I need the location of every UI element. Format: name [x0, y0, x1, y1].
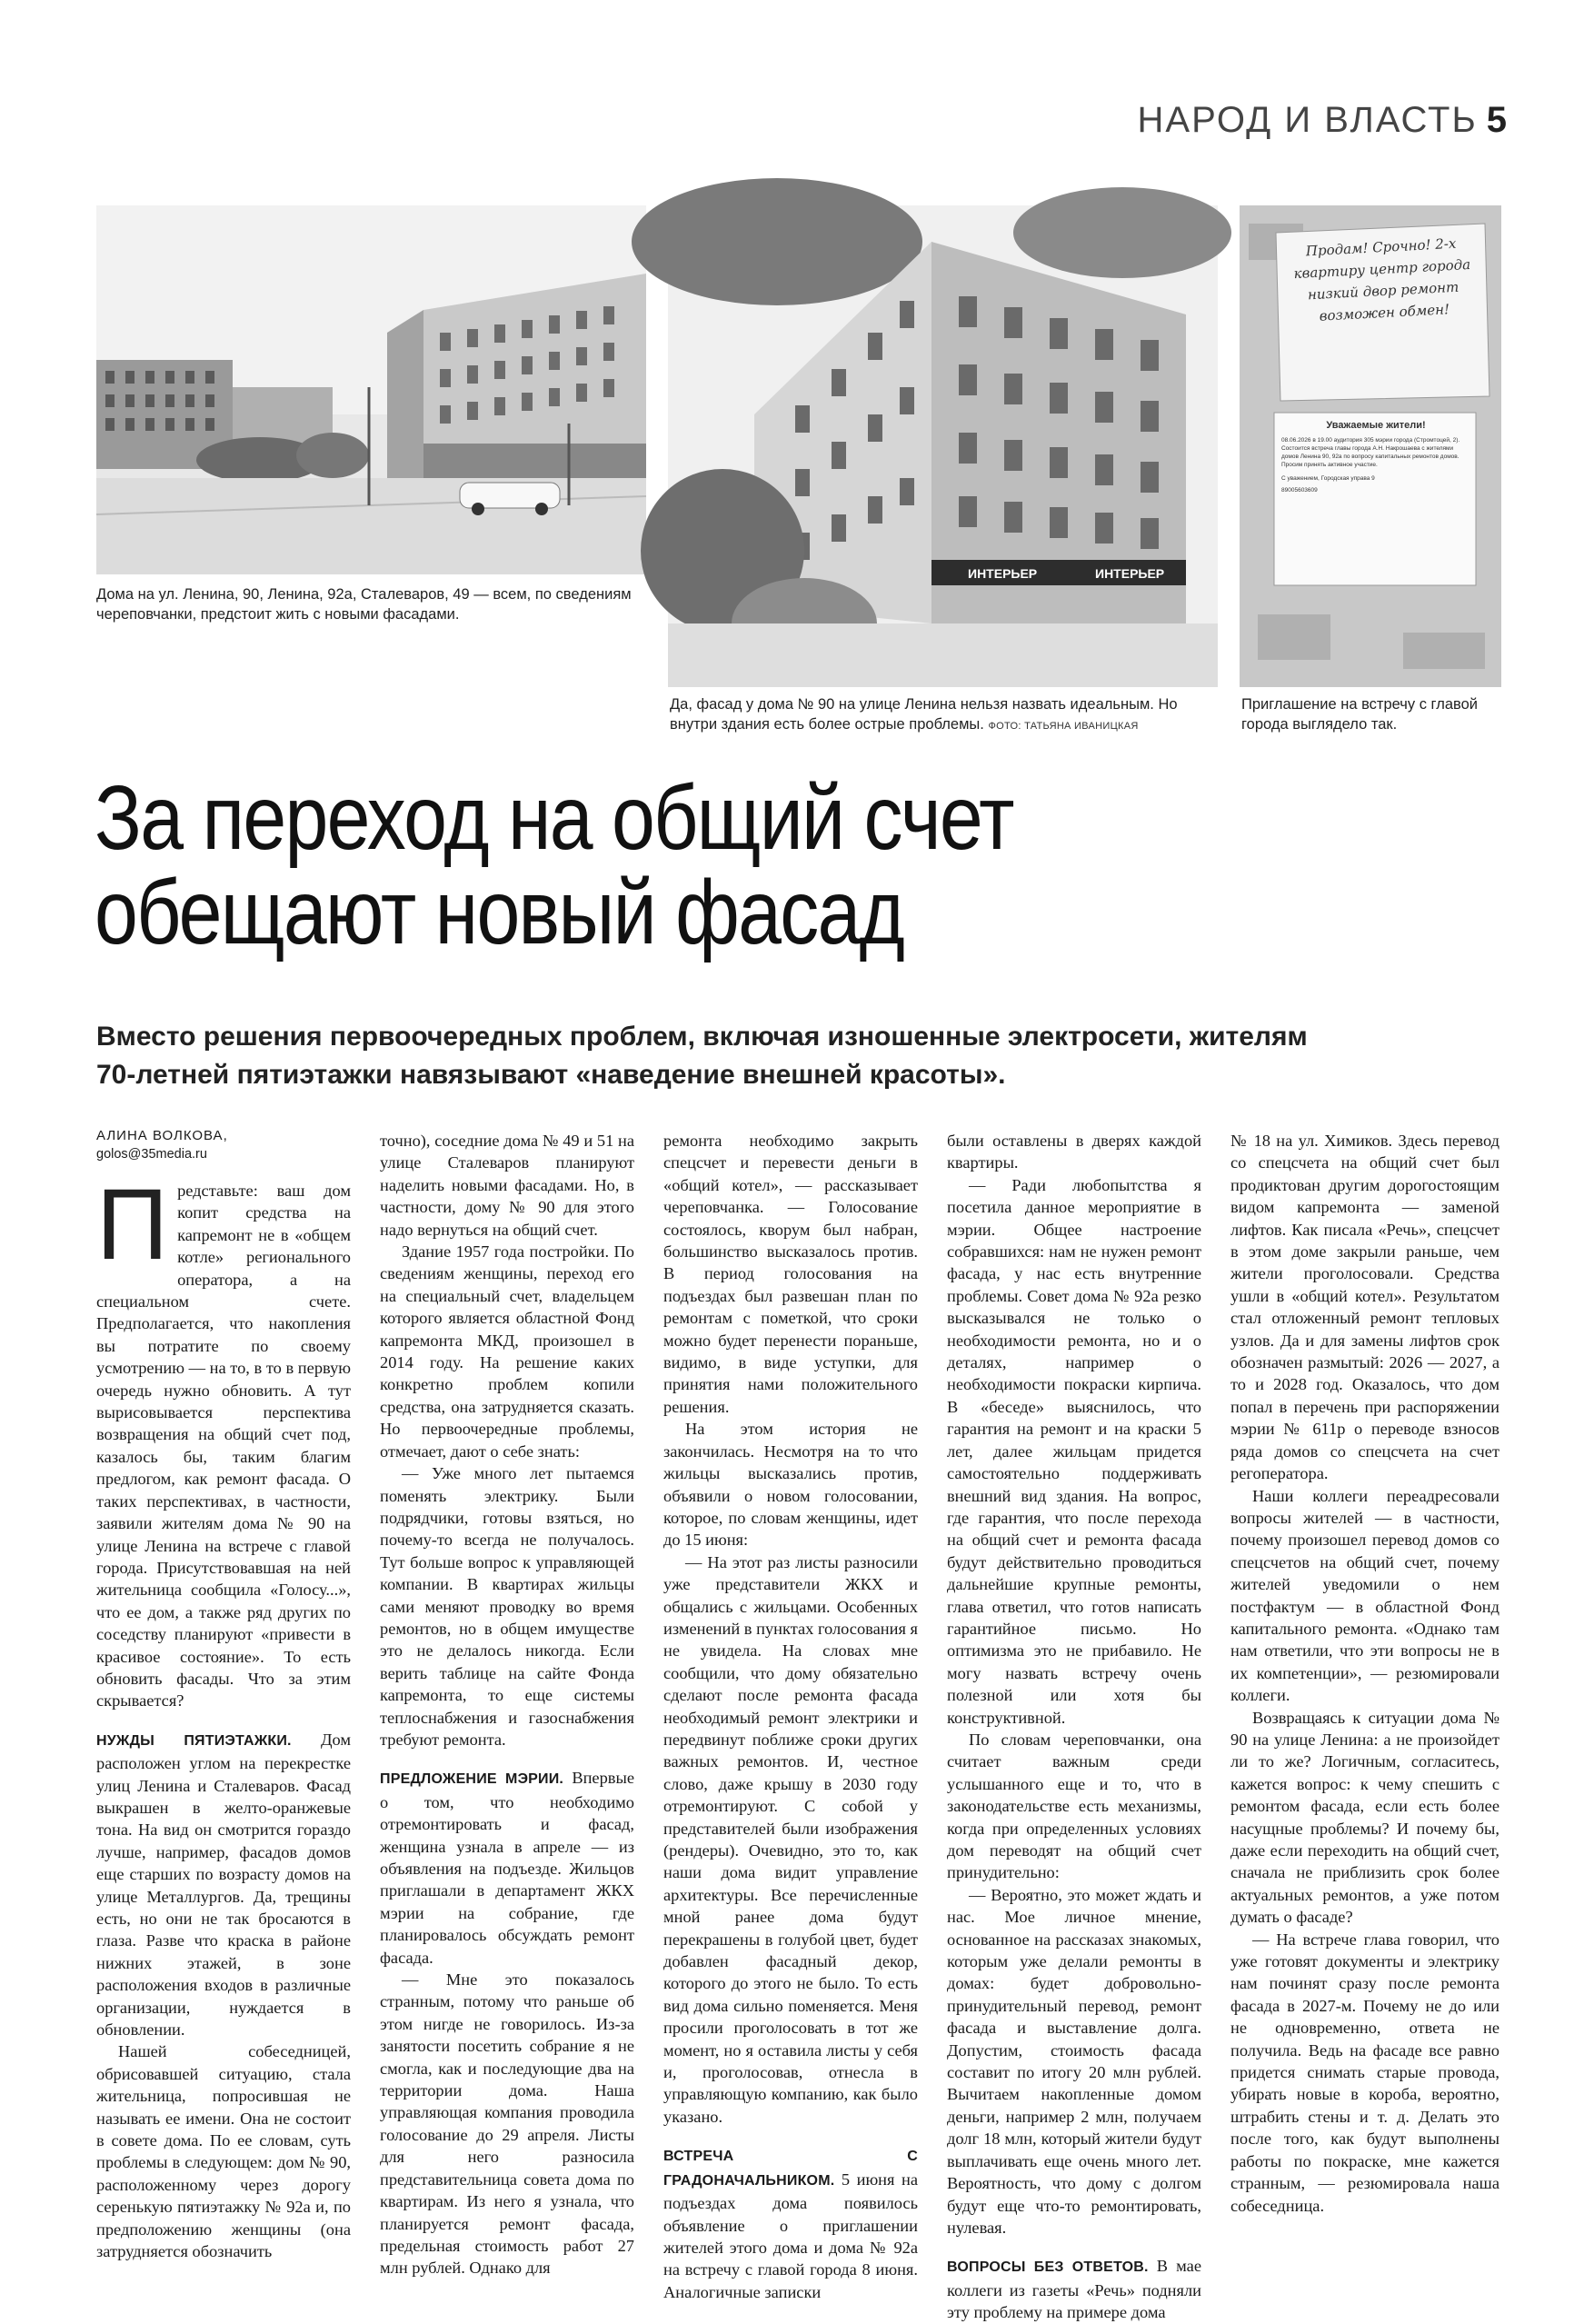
caption-text: Да, фасад у дома № 90 на улице Ленина нельзя назвать идеальным. Но внутри здания есть более острые проблемы.	[670, 696, 1178, 733]
article-paragraph: Нашей собеседницей, обрисовавшей ситуацию, стала жительница, попросившая не называть ее имени. Она не состоит в совете дома. По ее словам, суть проблемы в следующем: дом № 90, расположенному через дорогу серенькую пятиэтажку № 92а и, по предположению женщины (она затрудняется обозначить	[96, 2042, 351, 2261]
lead-line-1: Вместо решения первоочередных проблем, включая изношенные электросети, жителям	[96, 1022, 1308, 1052]
article-paragraph: — Уже много лет пытаемся поменять электрику. Были подрядчики, готовы взяться, но почему-то всегда не получалось. Тут больше вопрос к управляющей компании. В квартирах жильцы сами меняют проводку во время ремонтов, но в общем имуществе это не делалось никогда. Если верить таблице на сайте Фонда капремонта, то еще системы теплоснабжения и газоснабжения требуют ремонта.	[380, 1464, 634, 1749]
notice-title: Уважаемые жители!	[1326, 420, 1426, 431]
photo-notice-caption	[1241, 694, 1501, 734]
paragraph-text: 5 июня на подъездах дома появилось объявление о приглашении жителей этого дома и дома № 92а на встречу с главой города 8 июня. Аналогичные записки	[663, 2169, 918, 2301]
shop-sign-1: ИНТЕРЬЕР	[968, 566, 1038, 581]
notice-body: 08.06.2026 в 19.00 аудитория 305 мэрии города (Стромтоцей, 2). Состоится встреча главы города А.Н. Накрошаева с жителями домов Ленина 90, 92а по вопросу капитальных ремонтов домов. Просим принять активное участие.	[1281, 437, 1460, 468]
article-paragraph	[380, 1767, 634, 1969]
notice-image	[1240, 205, 1501, 687]
photo-notice	[1240, 205, 1501, 687]
article-paragraph: На этом история не закончилась. Несмотря на то что жильцы высказались против, объявили о новом голосовании, которое, по словам женщины, идет до 15 июня:	[663, 1420, 918, 1550]
article-paragraph	[663, 2144, 918, 2303]
subheading-meeting: ВСТРЕЧА С ГРАДОНАЧАЛЬНИКОМ.	[663, 2149, 918, 2189]
article-column-4	[947, 1130, 1201, 2324]
article-paragraph: — На встрече глава говорил, что уже готовят документы и электрику нам починят сразу после ремонта фасада в 2027-м. Почему не до или не одновременно, ответа не получила. Ведь на фасаде все равно придется снимать старые провода, убирать новые в короба, вероятно, штрабить стены и т. д. Делать это после того, как будут выполнены работы по покраске, мне кажется странным, — резюмировала наша собеседница.	[1230, 1930, 1499, 2215]
lead-line-2: 70-летней пятиэтажки навязывают «наведение внешней красоты».	[96, 1060, 1006, 1090]
article-paragraph: были оставлены в дверях каждой квартиры.	[947, 1132, 1201, 1172]
caption-text: Приглашение на встречу с главой города выглядело так.	[1241, 696, 1478, 733]
article-paragraph: — Мне это показалось странным, потому что раньше об этом нигде не говорилось. Из-за занятости посетить собрание я не смогла, как и последующие два на территории дома. Наша управляющая компания проводила голосование до 29 апреля. Листы для него разносила представительница совета дома по квартирам. Из него я узнала, что планируется ремонт фасада, предельная стоимость работ 27 млн рублей. Однако для	[380, 1970, 634, 2278]
photo-building-90	[668, 205, 1218, 687]
article-paragraph: точно), соседние дома № 49 и 51 на улице Сталеваров планируют наделить новыми фасадами. Но, в частности, дому № 90 для этого надо вернуться на общий счет.	[380, 1132, 634, 1239]
author-email: golos@35media.ru	[96, 1147, 207, 1162]
section-header	[1138, 100, 1509, 141]
section-title: НАРОД И ВЛАСТЬ	[1137, 100, 1478, 140]
photo-street-corner	[96, 205, 646, 574]
caption-text: Дома на ул. Ленина, 90, Ленина, 92а, Сталеваров, 49 — всем, по сведениям череповчанки, предстоит жить с новыми фасадами.	[96, 586, 632, 623]
article-paragraph: Возвращаясь к ситуации дома № 90 на улице Ленина: а не произойдет ли то же? Логичным, согласитесь, кажется вопрос: к чему спешить с ремонтом фасада, если есть более насущные проблемы? И почему бы, даже если переходить на общий счет, сначала не приблизить срок более актуальных ремонтов, а уже потом думать о фасаде?	[1230, 1708, 1499, 1927]
headline	[95, 767, 1314, 963]
article-paragraph	[96, 1169, 351, 1712]
article-column-2	[380, 1130, 634, 2279]
subheading-proposal: ПРЕДЛОЖЕНИЕ МЭРИИ.	[380, 1771, 564, 1788]
article-column-3	[663, 1130, 918, 2303]
subheading-needs: НУЖДЫ ПЯТИЭТАЖКИ.	[96, 1732, 292, 1749]
lead-paragraph	[96, 1018, 1514, 1094]
article-paragraph: — На этот раз листы разносили уже представители ЖКХ и общались с жильцами. Особенных изменений в пунктах голосования я не увидела. На словах мне сообщили, что дому обязательно сделают после ремонта фасада необходимый ремонт электрики и передвинут поближе сроки других важных ремонтов. И, честное слово, даже крышу в 2030 году отремонтируют. С собой у представителей были изображения (рендеры). Очевидно, это то, как наши дома видит управление архитектуры. Все перечисленные мной ранее дома будут перекрашены в голубой цвет, будет добавлен фасадный декор, которого до этого не было. То есть вид дома сильно поменяется. Меня просили проголосовать в тот же момент, но я оставила листы у себя и, проголосовав, отнесла в управляющую компанию, как было указано.	[663, 1552, 918, 2126]
subheading-questions: ВОПРОСЫ БЕЗ ОТВЕТОВ.	[947, 2259, 1149, 2276]
article-paragraph: № 18 на ул. Химиков. Здесь перевод со спецсчета на общий счет был продиктован другим дорогостоящим видом капремонта — заменой лифтов. Как писала «Речь», спецсчет в этом доме закрыли раньше, чем жители проголосовали. Средства ушли в «общий котел». Результатом стал отложенный ремонт тепловых узлов. Да и для замены лифтов срок обозначен размытый: 2026 — 2027, а то и 2028 год. Оказалось, что дом попал в перечень при распоряжении мэрии № 611р о переводе взносов ряда домов со спецсчета на счет регоператора.	[1230, 1132, 1499, 1483]
article-paragraph	[96, 1729, 351, 2041]
photo-street-corner-caption	[96, 584, 642, 624]
article-column-1	[96, 1127, 351, 2263]
notice-phone: 89005603609	[1281, 487, 1318, 494]
paragraph-text: Дом расположен углом на перекрестке улиц Ленина и Сталеваров. Фасад выкрашен в желто-оранжевые тона. На вид он смотрится гораздо лучше, например, фасадов домов еще старших по возрасту домов на улице Металлургов. Да, трещины есть, но они не так бросаются в глаза. Разве что краска в районе нижних этажей, в зоне расположения входов в различные организации, нуждается в обновлении.	[96, 1730, 351, 2040]
photo-credit: ФОТО: ТАТЬЯНА ИВАНИЦКАЯ	[988, 721, 1139, 732]
headline-line-1: За переход на общий счет	[95, 767, 1013, 869]
article-paragraph: По словам череповчанки, она считает важным среди услышанного еще и то, что в законодательстве есть механизмы, когда при определенных условиях дом переводят на общий счет принудительно:	[947, 1730, 1201, 1882]
article-paragraph: ремонта необходимо закрыть спецсчет и перевести деньги в «общий котел», — рассказывает череповчанка. — Голосование состоялось, кворум был набран, большинство высказалось против. В период голосования на подъездах был развешан план по ремонтам с пометкой, что сроки можно будет перенести пораньше, видимо, в виде уступки, для принятия нами положительного решения.	[663, 1132, 918, 1416]
paragraph-text: Впервые о том, что необходимо отремонтировать и фасад, женщина узнала в апреле — из объявления на подъезде. Жильцов приглашали в департамент ЖКХ мэрии на собрание, где планировалось обсуждать ремонт фасада.	[380, 1769, 634, 1967]
article-paragraph: Здание 1957 года постройки. По сведениям женщины, переход его на специальный счет, владельцем которого является областной Фонд капремонта МКД, произошел в 2014 году. На решение каких конкретно проблем копили средства, она затрудняется сказать. Но первоочередные проблемы, отмечает, дают о себе знать:	[380, 1242, 634, 1461]
article-paragraph: — Ради любопытства я посетила данное мероприятие в мэрии. Общее настроение собравшихся: нам не нужен ремонт фасада, у нас есть внутренние проблемы. Совет дома № 92а резко высказывался не только о необходимости ремонта, но и о деталях, например о необходимости покраски кирпича. В «беседе» выяснилось, что гарантия на ремонт и на краски 5 лет, далее жильцам придется самостоятельно поддерживать внешний вид здания. На вопрос, где гарантия, что после перехода на общий счет и ремонта фасада будут действительно проводиться дальнейшие крупные ремонты, глава ответил, что готов написать гарантийное письмо. Но оптимизма это не прибавило. Не могу назвать встречу очень полезной или хотя бы конструктивной.	[947, 1175, 1201, 1727]
photo-building-caption	[670, 694, 1215, 736]
street-corner-image	[96, 205, 646, 574]
author-name: АЛИНА ВОЛКОВА,	[96, 1128, 228, 1143]
drop-cap: П	[96, 1169, 169, 1281]
article-paragraph: — Вероятно, это может ждать и нас. Мое личное мнение, основанное на рассказах знакомых, которым уже делали ремонты в домах: будет добровольно-принудительный перевод, ремонт фасада и выставление долга. Допустим, стоимость фасада составит по итогу 20 млн рублей. Вычитаем накопленные домом деньги, например 2 млн, получаем долг 18 млн, который жители будут выплачивать еще очень много лет. Вероятность, что дому с долгом будут еще что-то ремонтировать, нулевая.	[947, 1885, 1201, 2237]
paragraph-text: редставьте: ваш дом копит средства на капремонт не в «общем котле» регионального оператора, а на специальном счете. Предполагается, что накопления вы потратите по своему усмотрению — на то, в то в первую очередь нужно обновить. А тут вырисовывается перспектива возвращения на общий счет под, казалось бы, таким благим предлогом, как ремонт фасада. О таких перспективах, в частности, заявили жителям дома № 90 на улице Ленина на встрече с главой города. Присутствовавшая на ней жительница сообщила «Голосу...», что ее дом, а также ряд других по соседству планируют «привести в красивое состояние». То есть обновить фасады. Что за этим скрывается?	[96, 1182, 351, 1711]
notice-signature: С уважением, Городская управа 9	[1281, 475, 1375, 482]
article-paragraph: Наши коллеги переадресовали вопросы жителей — в частности, почему произошел перевод домов со спецсчетов на общий счет, почему жителей уведомили о нем постфактум — в областной Фонд капитального ремонта. «Однако там нам ответили, что эти вопросы не в их компетенции», — резюмировали коллеги.	[1230, 1486, 1499, 1705]
article-column-5	[1230, 1130, 1499, 2217]
byline	[96, 1127, 351, 1163]
building-image	[668, 205, 1218, 687]
handwritten-note: Продам! Срочно! 2-х квартиру центр города низкий двор ремонт возможен обмен!	[1293, 234, 1471, 324]
paragraph-text: В мае коллеги из газеты «Речь» подняли эту проблему на примере дома	[947, 2257, 1201, 2322]
headline-line-2: обещают новый фасад	[95, 862, 904, 963]
shop-sign-2: ИНТЕРЬЕР	[1095, 566, 1165, 581]
page-number: 5	[1486, 100, 1509, 140]
article-paragraph	[947, 2255, 1201, 2323]
